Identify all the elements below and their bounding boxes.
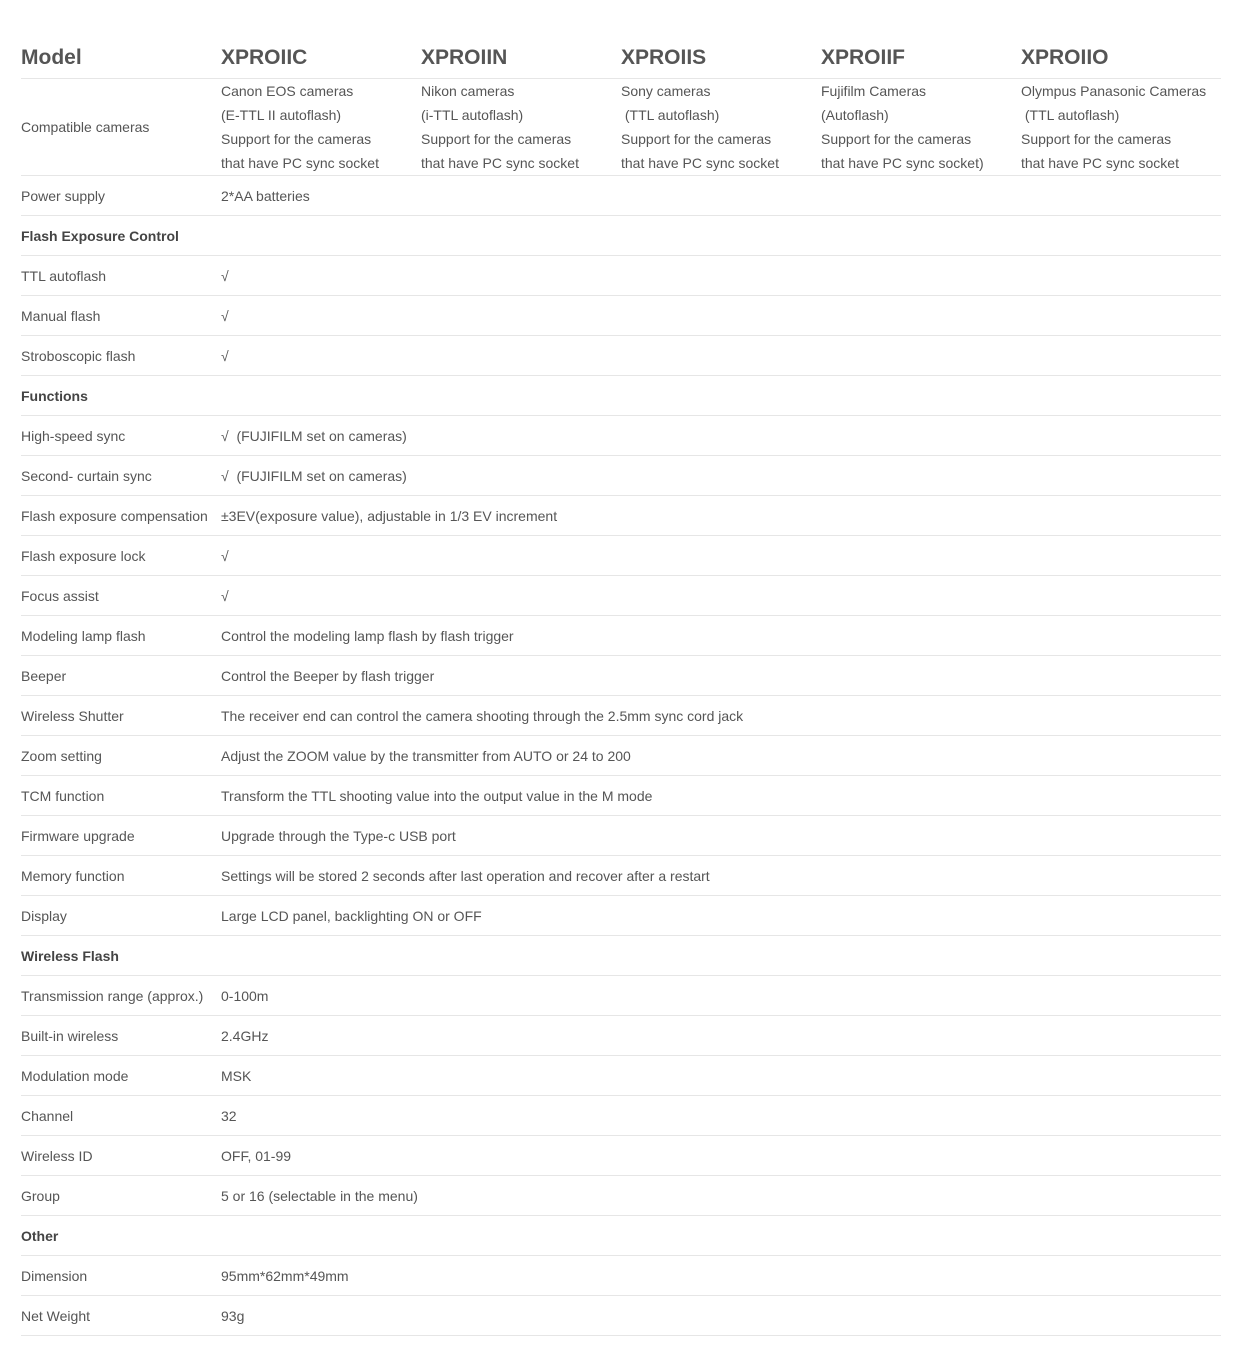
spec-row-modeling-lamp-flash — [21, 616, 1221, 656]
cam-line: Support for the cameras — [1021, 131, 1172, 147]
cam-line: Support for the cameras — [421, 131, 572, 147]
spec-label: Firmware upgrade — [21, 827, 135, 844]
check-mark: √ — [221, 307, 229, 324]
compatible-cameras-row — [21, 79, 1221, 176]
spec-row-channel — [21, 1096, 1221, 1136]
spec-row-power-supply — [21, 176, 1221, 216]
compatible-nikon — [421, 79, 621, 175]
spec-label: Display — [21, 907, 67, 924]
spec-label: Built-in wireless — [21, 1027, 119, 1044]
spec-table — [21, 38, 1221, 1336]
spec-label: Second- curtain sync — [21, 467, 152, 484]
spec-value: Upgrade through the Type-c USB port — [221, 827, 456, 844]
model-header-label: Model — [21, 46, 82, 69]
spec-label: Wireless ID — [21, 1147, 93, 1164]
spec-row-display — [21, 896, 1221, 936]
cam-line: that have PC sync socket — [221, 155, 379, 171]
spec-value: Transform the TTL shooting value into the output value in the M mode — [221, 787, 653, 804]
section-title: Other — [21, 1227, 59, 1244]
model-name-sony: XPROIIS — [621, 46, 707, 69]
spec-row-focus-assist — [21, 576, 1221, 616]
spec-row-beeper — [21, 656, 1221, 696]
cam-line: Support for the cameras — [621, 131, 772, 147]
spec-value: 2.4GHz — [221, 1027, 269, 1044]
model-name-fujifilm: XPROIIF — [821, 46, 906, 69]
section-title: Wireless Flash — [21, 947, 119, 964]
spec-value: ±3EV(exposure value), adjustable in 1/3 EV increment — [221, 507, 558, 524]
spec-value: Large LCD panel, backlighting ON or OFF — [221, 907, 482, 924]
spec-value: Settings will be stored 2 seconds after last operation and recover after a restart — [221, 867, 710, 884]
spec-label: Power supply — [21, 187, 106, 204]
compatible-cameras-label: Compatible cameras — [21, 119, 150, 135]
cam-line: Support for the cameras — [221, 131, 372, 147]
spec-row-dimension — [21, 1256, 1221, 1296]
section-other — [21, 1216, 1221, 1256]
model-name-nikon: XPROIIN — [421, 46, 508, 69]
compatible-olympus — [1021, 79, 1221, 175]
spec-row-flash-exposure-compensation — [21, 496, 1221, 536]
spec-label: Group — [21, 1187, 60, 1204]
spec-value: OFF, 01-99 — [221, 1147, 292, 1164]
spec-row-manual-flash — [21, 296, 1221, 336]
spec-label: TCM function — [21, 787, 105, 804]
spec-label: Modulation mode — [21, 1067, 129, 1084]
spec-value: 5 or 16 (selectable in the menu) — [221, 1187, 418, 1204]
spec-label: Manual flash — [21, 307, 101, 324]
spec-row-second-curtain-sync — [21, 456, 1221, 496]
spec-label: Transmission range (approx.) — [21, 987, 204, 1004]
spec-row-wireless-shutter — [21, 696, 1221, 736]
section-wireless-flash — [21, 936, 1221, 976]
cam-line: that have PC sync socket — [621, 155, 779, 171]
spec-value: 93g — [221, 1307, 245, 1324]
spec-label: Flash exposure lock — [21, 547, 146, 564]
cam-line: (TTL autoflash) — [1021, 107, 1120, 123]
cam-line: Sony cameras — [621, 83, 711, 99]
spec-value: The receiver end can control the camera shooting through the 2.5mm sync cord jack — [221, 707, 744, 724]
check-mark: √ — [221, 547, 229, 564]
spec-row-wireless-id — [21, 1136, 1221, 1176]
model-header-row — [21, 38, 1221, 79]
spec-value: √ (FUJIFILM set on cameras) — [221, 427, 407, 444]
spec-label: High-speed sync — [21, 427, 126, 444]
spec-row-transmission-range — [21, 976, 1221, 1016]
cam-line: (E-TTL II autoflash) — [221, 107, 342, 123]
spec-label: Net Weight — [21, 1307, 90, 1324]
spec-label: Wireless Shutter — [21, 707, 124, 724]
check-mark: √ — [221, 267, 229, 284]
cam-line: Fujifilm Cameras — [821, 83, 927, 99]
spec-row-built-in-wireless — [21, 1016, 1221, 1056]
spec-row-net-weight — [21, 1296, 1221, 1336]
spec-value: 95mm*62mm*49mm — [221, 1267, 349, 1284]
cam-line: Nikon cameras — [421, 83, 515, 99]
spec-label: Focus assist — [21, 587, 99, 604]
section-title: Flash Exposure Control — [21, 227, 179, 244]
spec-label: TTL autoflash — [21, 267, 107, 284]
spec-label: Beeper — [21, 667, 67, 684]
cam-line: that have PC sync socket — [421, 155, 579, 171]
spec-value: Adjust the ZOOM value by the transmitter from AUTO or 24 to 200 — [221, 747, 631, 764]
spec-value: Control the Beeper by flash trigger — [221, 667, 435, 684]
spec-row-zoom-setting — [21, 736, 1221, 776]
spec-value: 2*AA batteries — [221, 187, 310, 204]
cam-line: (i-TTL autoflash) — [421, 107, 524, 123]
spec-label: Stroboscopic flash — [21, 347, 136, 364]
spec-value: 32 — [221, 1107, 237, 1124]
cam-line: (TTL autoflash) — [621, 107, 720, 123]
spec-label: Dimension — [21, 1267, 88, 1284]
compatible-canon — [221, 79, 421, 175]
spec-value: √ (FUJIFILM set on cameras) — [221, 467, 407, 484]
spec-row-group — [21, 1176, 1221, 1216]
section-functions — [21, 376, 1221, 416]
cam-line: Olympus Panasonic Cameras — [1021, 83, 1207, 99]
section-title: Functions — [21, 387, 88, 404]
cam-line: that have PC sync socket — [1021, 155, 1179, 171]
model-name-olympus: XPROIIO — [1021, 46, 1109, 69]
spec-row-stroboscopic-flash — [21, 336, 1221, 376]
spec-row-high-speed-sync — [21, 416, 1221, 456]
spec-label: Memory function — [21, 867, 125, 884]
spec-label: Modeling lamp flash — [21, 627, 146, 644]
spec-row-firmware-upgrade — [21, 816, 1221, 856]
spec-row-modulation-mode — [21, 1056, 1221, 1096]
check-mark: √ — [221, 587, 229, 604]
cam-line: Canon EOS cameras — [221, 83, 354, 99]
cam-line: (Autoflash) — [821, 107, 889, 123]
spec-label: Zoom setting — [21, 747, 102, 764]
spec-value: MSK — [221, 1067, 252, 1084]
spec-label: Channel — [21, 1107, 74, 1124]
compatible-fujifilm — [821, 79, 1021, 175]
compatible-sony — [621, 79, 821, 175]
cam-line: that have PC sync socket) — [821, 155, 984, 171]
spec-row-flash-exposure-lock — [21, 536, 1221, 576]
spec-label: Flash exposure compensation — [21, 507, 208, 524]
spec-value: 0-100m — [221, 987, 269, 1004]
spec-value: Control the modeling lamp flash by flash trigger — [221, 627, 514, 644]
section-flash-exposure-control — [21, 216, 1221, 256]
model-name-canon: XPROIIC — [221, 46, 308, 69]
spec-row-memory-function — [21, 856, 1221, 896]
spec-row-tcm-function — [21, 776, 1221, 816]
check-mark: √ — [221, 347, 229, 364]
cam-line: Support for the cameras — [821, 131, 972, 147]
spec-row-ttl-autoflash — [21, 256, 1221, 296]
